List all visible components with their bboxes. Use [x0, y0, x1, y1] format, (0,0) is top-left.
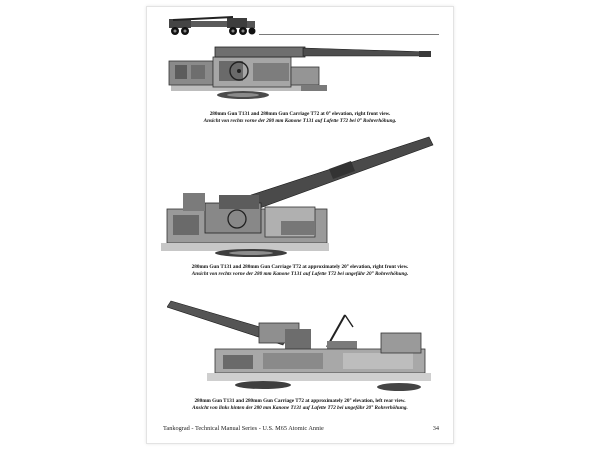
caption-figure-2-de: Ansicht von rechts vorne der 280 mm Kanone T131 auf Lafette T72 bei ungefähr 20° Rohrerhöhung. [191, 270, 409, 277]
caption-figure-1-de: Ansicht von rechts vorne der 280 mm Kanone T131 auf Lafette T72 bei 0° Rohrerhöhung. [203, 117, 397, 124]
footer-series-title: Tankograd - Technical Manual Series - U.S. M65 Atomic Annie [163, 425, 324, 432]
caption-figure-3-de: Ansicht von links hinten der 280 mm Kanone T131 auf Lafette T72 bei ungefähr 20° Rohrerhöhung. [192, 404, 408, 411]
page-footer [163, 425, 439, 432]
caption-figure-3-en: 280mm Gun T131 and 280mm Gun Carriage T72 at approximately 20° elevation, left rear view. [194, 398, 406, 404]
photo-gun-0-elevation [165, 43, 435, 101]
footer-page-number: 34 [432, 425, 439, 432]
header-transport-illustration [163, 13, 259, 39]
photo-gun-20-elevation-left-rear [167, 293, 437, 395]
caption-figure-2-en: 280mm Gun T131 and 280mm Gun Carriage T72 at approximately 20° elevation, right front view. [191, 264, 409, 270]
header-rule [259, 34, 439, 35]
caption-figure-2 [167, 264, 433, 277]
manual-page [146, 6, 454, 444]
photo-gun-20-elevation-right-front [161, 133, 441, 261]
caption-figure-1 [167, 111, 433, 124]
caption-figure-1-en: 280mm Gun T131 and 280mm Gun Carriage T72 at 0° elevation, right front view. [209, 111, 391, 117]
caption-figure-3 [167, 398, 433, 411]
